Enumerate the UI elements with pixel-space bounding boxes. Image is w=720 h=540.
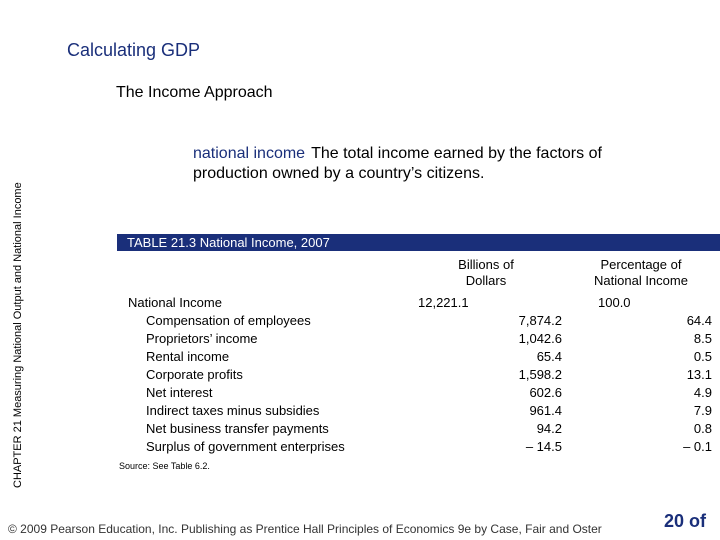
copyright-footer: © 2009 Pearson Education, Inc. Publishing as Prentice Hall Principles of Economics 9e by Case, Fair and Oster xyxy=(8,522,602,536)
table-row-label: Net business transfer payments xyxy=(146,421,329,436)
chapter-sidebar: CHAPTER 21 Measuring National Output and National Income xyxy=(12,182,24,488)
table-row-billions: 7,874.2 xyxy=(518,313,562,328)
table-row-percentage: 7.9 xyxy=(693,403,712,418)
table-row-percentage: – 0.1 xyxy=(683,439,712,454)
table-row-label: Compensation of employees xyxy=(146,313,311,328)
table-row-percentage: 64.4 xyxy=(686,313,712,328)
column-header-billions: Billions of Dollars xyxy=(458,257,514,288)
table-row-label: Indirect taxes minus subsidies xyxy=(146,403,320,418)
table-row-billions: 65.4 xyxy=(536,349,562,364)
table-row-billions: 1,042.6 xyxy=(518,331,562,346)
table-row-label: Surplus of government enterprises xyxy=(146,439,345,454)
slide-subtitle: The Income Approach xyxy=(116,84,273,101)
definition-text: The total income earned by the factors of production owned by a country’s citizens. xyxy=(193,145,602,182)
table-billions-values xyxy=(440,312,562,456)
table-row-billions: 94.2 xyxy=(536,421,562,436)
table-row-percentage: 0.8 xyxy=(693,421,712,436)
table-total-billions: 12,221.1 xyxy=(418,295,469,310)
table-row-label: Proprietors’ income xyxy=(146,331,258,346)
table-labels xyxy=(128,294,345,456)
table-row-percentage: 0.5 xyxy=(693,349,712,364)
column-header-percentage: Percentage of National Income xyxy=(594,257,688,288)
table-row-percentage: 13.1 xyxy=(686,367,712,382)
table-row-billions: 961.4 xyxy=(529,403,562,418)
page-number: 20 of xyxy=(664,511,707,531)
table-row-percentage: 8.5 xyxy=(693,331,712,346)
table-row-label: Rental income xyxy=(146,349,230,364)
table-row-billions: – 14.5 xyxy=(525,439,562,454)
table-row-billions: 1,598.2 xyxy=(518,367,562,382)
slide-title: Calculating GDP xyxy=(67,40,201,60)
table-percentage-values xyxy=(600,312,712,456)
table-row-label: Corporate profits xyxy=(146,367,243,382)
table-total-label: National Income xyxy=(128,295,222,310)
table-title: TABLE 21.3 National Income, 2007 xyxy=(117,234,720,251)
definition xyxy=(193,144,643,184)
table-row-billions: 602.6 xyxy=(529,385,562,400)
table-total-percentage: 100.0 xyxy=(598,295,631,310)
definition-term: national income xyxy=(193,145,306,162)
table-row-label: Net interest xyxy=(146,385,213,400)
table-source: Source: See Table 6.2. xyxy=(119,461,210,471)
table-row-percentage: 4.9 xyxy=(693,385,712,400)
